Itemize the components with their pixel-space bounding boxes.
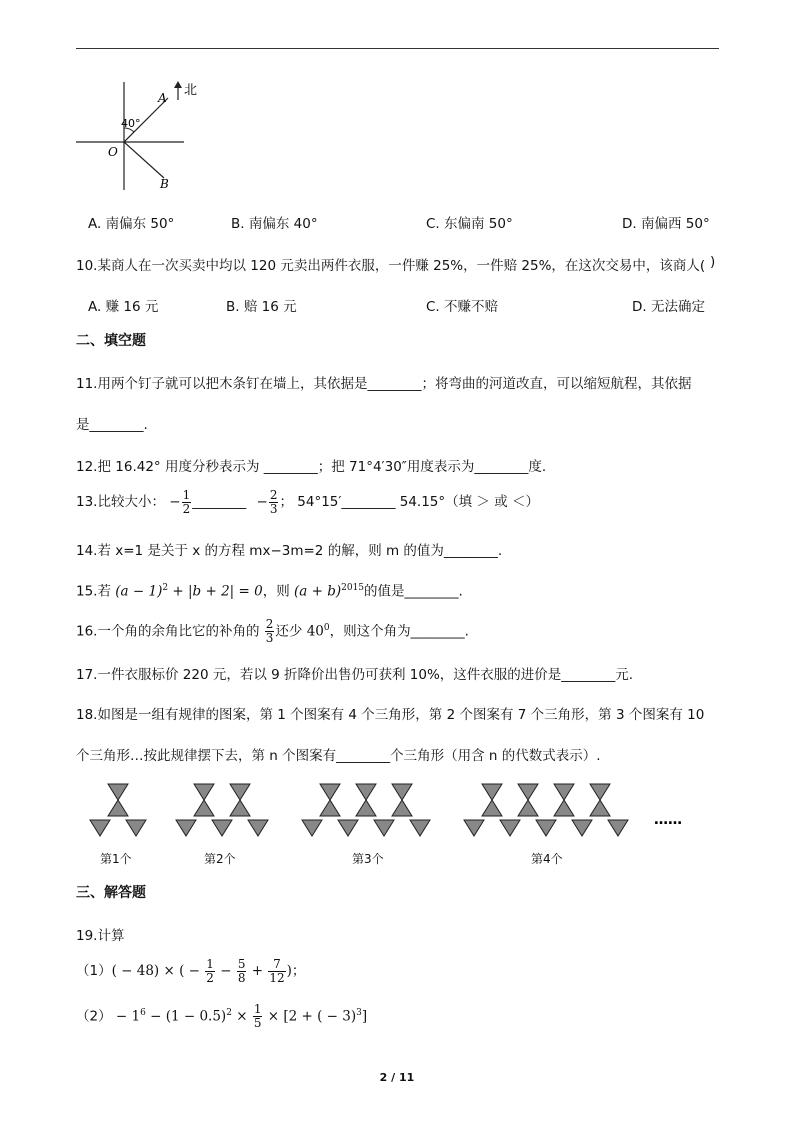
pattern-4: [464, 784, 628, 836]
q13-neg1: −: [169, 494, 181, 510]
q15-exp1: 2: [162, 583, 169, 593]
point-a-label: A: [158, 91, 167, 105]
q11-line1: 11.用两个钉子就可以把木条钉在墙上，其依据是________；将弯曲的河道改直，可以缩短航程，其依据: [76, 376, 692, 392]
q9-option-d: D. 南偏西 50°: [622, 216, 710, 232]
q10-stem: 10.某商人在一次买卖中均以 120 元卖出两件衣服，一件赚 25%，一件赔 25%，在这次交易中，该商人(: [76, 258, 706, 274]
q10-option-a: A. 赚 16 元: [88, 299, 159, 315]
q19-part1: [76, 956, 305, 986]
q10-paren: ): [710, 254, 716, 270]
q9-option-c: C. 东偏南 50°: [426, 216, 513, 232]
q16-deg: 40: [306, 623, 324, 640]
header-rule: [76, 48, 719, 49]
q19-p2-a-exp: 6: [140, 1008, 146, 1018]
angle-label: 40°: [121, 117, 141, 130]
pattern-label-3: 第3个: [352, 852, 384, 866]
q19-p2-c: ×: [231, 1008, 252, 1025]
q15-exp3: 2015: [341, 583, 365, 593]
q13-frac1-num: 1: [182, 487, 191, 502]
q19-p2-label: （2）: [76, 1008, 112, 1025]
q13-frac2: [269, 489, 279, 516]
pattern-1: [90, 784, 146, 836]
q19-p2-e: ]: [361, 1008, 368, 1025]
q15-expr3: (a + b): [294, 583, 342, 600]
q19-p2-b-exp: 2: [226, 1008, 232, 1018]
north-label: 北: [184, 83, 198, 98]
q19-p1-frac1-num: 1: [206, 956, 214, 971]
q10-option-d: D. 无法确定: [632, 299, 705, 315]
q18-line1: 18.如图是一组有规律的图案，第 1 个图案有 4 个三角形，第 2 个图案有 7 个三角形，第 3 个图案有 10: [76, 707, 705, 723]
q13-rest: 54°15′________ 54.15°（填 ＞ 或 ＜）: [297, 494, 540, 510]
q10-option-b: B. 赔 16 元: [226, 299, 297, 315]
q16-frac-den: 3: [265, 631, 274, 645]
q10-option-c: C. 不赚不赔: [426, 299, 499, 315]
q19-p1-frac3-num: 7: [268, 958, 285, 972]
q19-p1-b: −: [215, 963, 236, 979]
q19-p1-label: （1）: [76, 963, 112, 979]
q9-option-b: B. 南偏东 40°: [231, 216, 318, 232]
q16-mid: 还少: [275, 623, 303, 640]
q19-p2-b: − (1 − 0.5): [145, 1008, 227, 1025]
q15-suffix: 的值是________.: [364, 583, 463, 600]
q13-prefix: 13.比较大小：: [76, 494, 165, 510]
pattern-2: [176, 784, 268, 836]
q16-deg-sup: 0: [323, 623, 330, 633]
q13-blank1: ________: [192, 494, 247, 510]
origin-label: O: [108, 145, 118, 159]
q19-p1-frac3-den: 12: [269, 970, 285, 985]
q16-suffix: ，则这个角为________.: [329, 623, 469, 640]
q13-frac2-num: 2: [269, 487, 278, 502]
q19-p1-frac2: [237, 958, 247, 985]
q19-part2: [76, 998, 367, 1032]
q19-p1-a: ( − 48) × ( −: [111, 963, 205, 979]
q19-p2-d-exp: 3: [356, 1008, 362, 1018]
q16-frac: [265, 618, 275, 645]
q13-frac2-den: 3: [269, 501, 278, 516]
q13-frac1-den: 2: [182, 501, 191, 516]
q15: [76, 575, 463, 605]
q11-line2: 是________.: [76, 417, 148, 433]
pattern-label-4: 第4个: [531, 852, 563, 866]
q13-neg2: −: [256, 494, 268, 510]
pattern-label-1: 第1个: [100, 852, 132, 866]
section2-title: 二、填空题: [76, 333, 146, 349]
q13-sep: ；: [279, 494, 293, 510]
q18-line2: 个三角形…按此规律摆下去，第 n 个图案有________个三角形（用含 n 的代数式表示）.: [76, 748, 601, 764]
q19-p1-d: )；: [286, 963, 306, 979]
q9-angle-figure: [72, 78, 212, 193]
q19-p1-frac1-den: 2: [206, 970, 214, 985]
q19-p2-a: − 1: [111, 1008, 141, 1025]
q16: [76, 613, 469, 647]
q16-frac-num: 2: [265, 617, 274, 631]
q12: 12.把 16.42° 用度分秒表示为 ________；把 71°4′30″用度表示为________度.: [76, 459, 547, 475]
q19-p1-c: +: [247, 963, 268, 979]
q15-mid: ，则: [262, 583, 290, 600]
point-b-label: B: [160, 177, 169, 191]
q13-frac1: [182, 489, 192, 516]
pattern-label-2: 第2个: [204, 852, 236, 866]
q9-option-a: A. 南偏东 50°: [88, 216, 175, 232]
q19-p2-frac-num: 1: [253, 1002, 262, 1016]
pattern-3: [302, 784, 430, 836]
q14: 14.若 x=1 是关于 x 的方程 mx−3m=2 的解，则 m 的值为________.: [76, 543, 503, 559]
q19-title: 19.计算: [76, 928, 125, 944]
q17: 17.一件衣服标价 220 元，若以 9 折降价出售仍可获利 10%，这件衣服的进价是________元.: [76, 667, 634, 683]
pattern-ellipsis: ……: [654, 812, 682, 828]
q15-expr2: + |b + 2| = 0: [168, 583, 263, 600]
q16-prefix: 16.一个角的余角比它的补角的: [76, 623, 260, 640]
q19-p1-frac1: [205, 958, 215, 985]
q19-p2-d: × [2 + ( − 3): [263, 1008, 357, 1025]
q19-p1-frac3: [268, 958, 285, 985]
ray-ob: [124, 142, 164, 178]
north-arrow-head: [174, 81, 182, 88]
q15-expr1: (a − 1): [115, 583, 163, 600]
q15-prefix: 15.若: [76, 583, 111, 600]
section3-title: 三、解答题: [76, 885, 146, 901]
q19-p1-frac2-den: 8: [237, 970, 246, 985]
page-number: 2 / 11: [379, 1071, 415, 1084]
q13: [76, 487, 539, 517]
triangle-patterns: [82, 782, 702, 842]
q19-p1-frac2-num: 5: [237, 956, 246, 971]
q19-p2-frac: [253, 1003, 263, 1030]
q19-p2-frac-den: 5: [253, 1016, 262, 1030]
